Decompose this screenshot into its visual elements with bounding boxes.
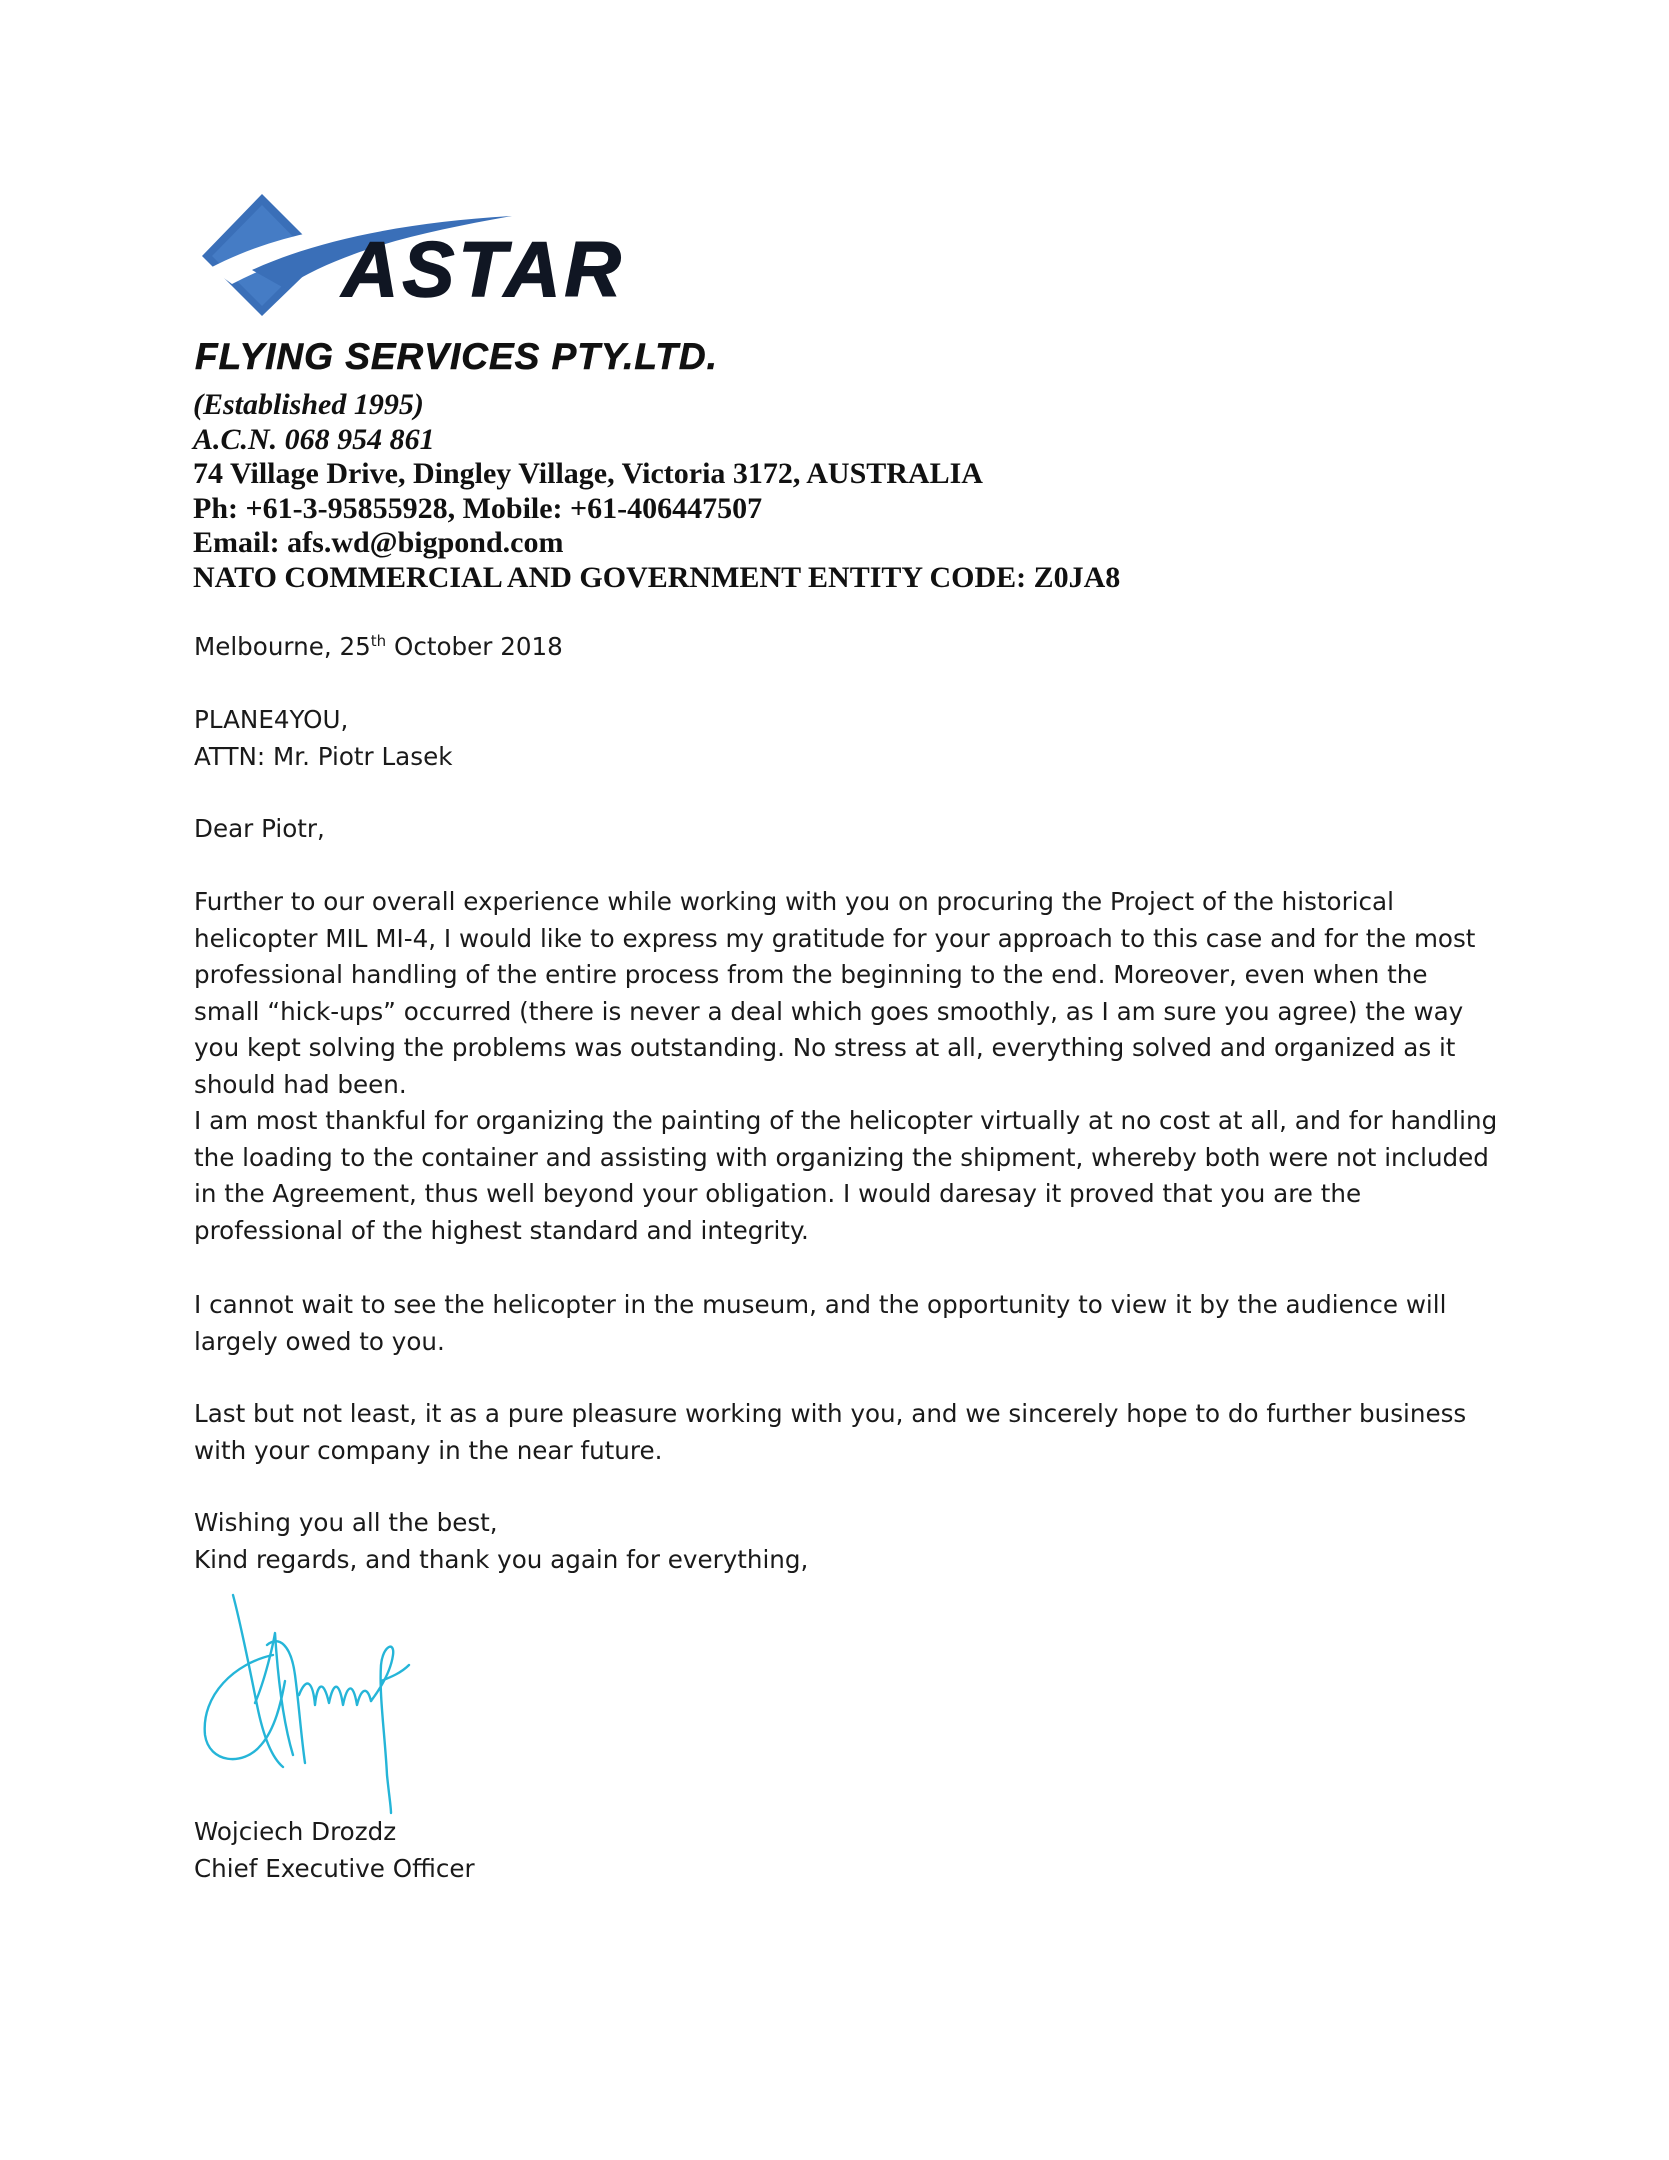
body-line: Last but not least, it as a pure pleasure working with you, and we sincerely hope to do further business [194, 1399, 1467, 1428]
body-line: the loading to the container and assisting with organizing the shipment, whereby both were not included [194, 1142, 1489, 1172]
body-line: Further to our overall experience while working with you on procuring the Project of the historical [194, 887, 1394, 916]
body-line: you kept solving the problems was outstanding. No stress at all, everything solved and organized as it [194, 1033, 1456, 1062]
body-line: in the Agreement, thus well beyond your obligation. I would daresay it proved that you are the [194, 1179, 1362, 1208]
closing-block [194, 1505, 808, 1578]
body-line: professional of the highest standard and integrity. [194, 1215, 809, 1245]
nato-code: NATO COMMERCIAL AND GOVERNMENT ENTITY CODE: Z0JA8 [193, 560, 1121, 594]
sender-title: Chief Executive Officer [194, 1853, 475, 1883]
body-line: largely owed to you. [194, 1326, 445, 1356]
astar-logo [192, 188, 672, 318]
company-phone: Ph: +61-3-95855928, Mobile: +61-406447507 [193, 491, 763, 525]
handwritten-signature-icon [195, 1585, 435, 1820]
astar-diamond-logo-icon [192, 188, 672, 318]
closing-line: Kind regards, and thank you again for everything, [194, 1544, 809, 1574]
date-ordinal: th [370, 632, 387, 650]
sender-block [194, 1814, 475, 1887]
body-paragraph-3 [194, 1396, 1466, 1469]
recipient-company: PLANE4YOU, [194, 705, 349, 734]
body-line: I am most thankful for organizing the painting of the helicopter virtually at no cost at all, and for handling [194, 1106, 1498, 1135]
company-name: FLYING SERVICES PTY.LTD. [195, 336, 718, 377]
acn-number: A.C.N. 068 954 861 [193, 422, 435, 456]
date-rest: October 2018 [386, 632, 563, 661]
body-line: helicopter MIL MI-4, I would like to express my gratitude for your approach to this case and for the most [194, 923, 1476, 953]
body-line: professional handling of the entire process from the beginning to the end. Moreover, even when the [194, 960, 1428, 989]
recipient-attn: ATTN: Mr. Piotr Lasek [194, 741, 453, 771]
body-line: small “hick-ups” occurred (there is never a deal which goes smoothly, as I am sure you agree) the way [194, 996, 1464, 1026]
body-paragraph-2 [194, 1287, 1446, 1360]
body-line: I cannot wait to see the helicopter in the museum, and the opportunity to view it by the audience will [194, 1290, 1447, 1319]
svg-text:ASTAR: ASTAR [342, 225, 625, 313]
sender-name: Wojciech Drozdz [194, 1817, 397, 1846]
closing-line: Wishing you all the best, [194, 1508, 498, 1537]
company-email: Email: afs.wd@bigpond.com [193, 526, 564, 559]
body-line: with your company in the near future. [194, 1435, 663, 1465]
signature [195, 1585, 435, 1820]
letter-date [194, 629, 563, 666]
letterhead-details [193, 388, 1120, 595]
date-prefix: Melbourne, 25 [194, 632, 371, 661]
body-paragraph-1 [194, 884, 1497, 1249]
body-line: should had been. [194, 1069, 407, 1099]
company-address: 74 Village Drive, Dingley Village, Victoria 3172, AUSTRALIA [193, 457, 983, 490]
established-year: (Established 1995) [193, 388, 424, 421]
recipient-block [194, 702, 452, 775]
salutation: Dear Piotr, [194, 814, 325, 843]
